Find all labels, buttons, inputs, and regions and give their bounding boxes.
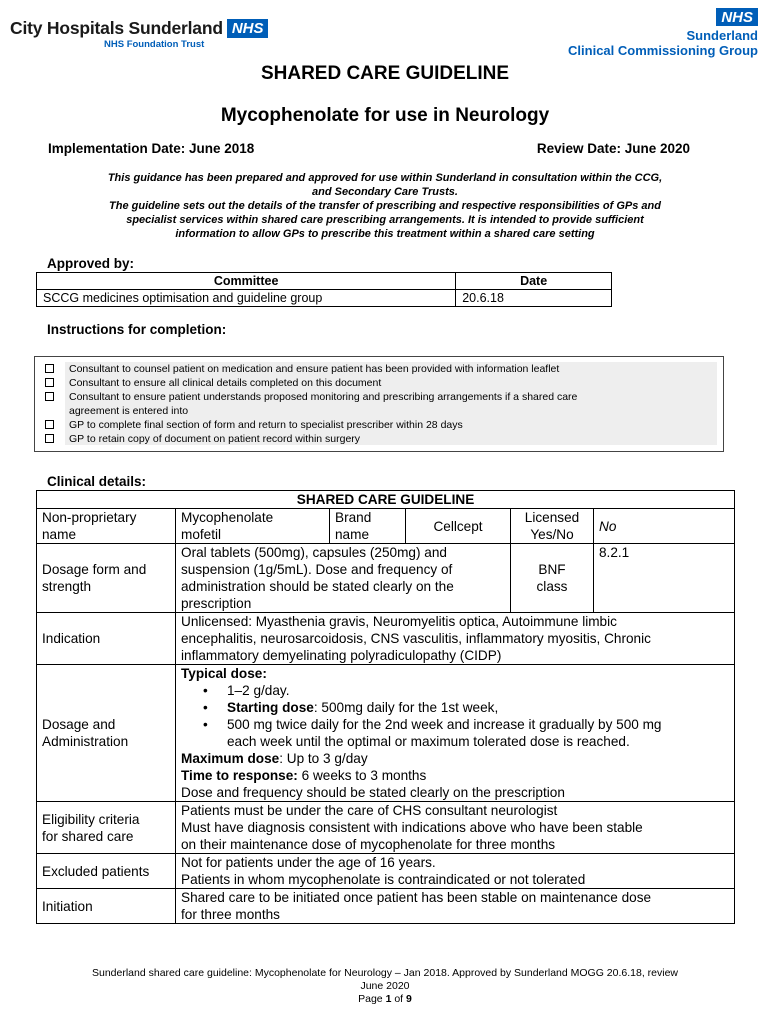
dosage-form-value	[176, 544, 511, 613]
cell-line: Dosage and	[42, 717, 116, 732]
instruction-item	[43, 418, 717, 432]
instructions-heading: Instructions for completion:	[47, 322, 227, 337]
cell-line: Licensed	[524, 510, 580, 525]
max-dose-text: : Up to 3 g/day	[279, 751, 368, 766]
cell-line: BNF	[538, 562, 566, 577]
ccg-logo	[568, 8, 758, 58]
bullet-text: 1–2 g/day.	[227, 683, 290, 698]
checkbox[interactable]	[45, 434, 54, 443]
chs-logo	[10, 18, 268, 50]
dose-list	[181, 682, 729, 750]
instruction-text: Consultant to counsel patient on medication and ensure patient has been provided with information leaflet	[69, 363, 560, 375]
cell-line: class	[536, 579, 568, 594]
table-row	[37, 491, 735, 509]
cell-line: Brand	[335, 510, 372, 525]
instruction-text: Consultant to ensure patient understands proposed monitoring and prescribing arrangements if a shared care	[69, 391, 578, 403]
table-row	[37, 290, 612, 307]
licensed-value: No	[594, 509, 735, 544]
cell-line: name	[42, 527, 77, 542]
page-total: 9	[406, 993, 412, 1005]
cell-line: for three months	[181, 907, 280, 922]
cell-line: Administration	[42, 734, 129, 749]
indication-value	[176, 613, 735, 665]
table-row	[37, 509, 735, 544]
typical-dose-label: Typical dose:	[181, 666, 267, 681]
chs-org-name: City Hospitals Sunderland	[10, 18, 223, 38]
cell-line: on their maintenance dose of mycophenolate for three months	[181, 837, 556, 852]
cell-line: name	[335, 527, 370, 542]
cell-line: administration should be stated clearly on the	[181, 579, 454, 594]
table-row	[37, 613, 735, 665]
time-response-text: 6 weeks to 3 months	[297, 768, 427, 783]
bullet-label: Starting dose	[227, 700, 314, 715]
ccg-name-line1: Sunderland	[686, 28, 758, 43]
cell-line: Yes/No	[530, 527, 574, 542]
intro-line: information to allow GPs to prescribe this treatment within a shared care setting	[175, 228, 595, 240]
table-row	[37, 802, 735, 854]
cell-line: Dosage form and	[42, 562, 147, 577]
typical-dose-heading	[181, 665, 729, 682]
table-row	[37, 544, 735, 613]
excluded-value	[176, 854, 735, 889]
nonprop-label	[37, 509, 176, 544]
footer-line: June 2020	[360, 980, 410, 992]
instruction-text: Consultant to ensure all clinical details completed on this document	[69, 377, 382, 389]
intro-text	[50, 171, 720, 241]
document-title: SHARED CARE GUIDELINE	[260, 63, 510, 84]
cell-line: Oral tablets (500mg), capsules (250mg) and	[181, 545, 447, 560]
max-dose-label: Maximum dose	[181, 751, 280, 766]
checkbox[interactable]	[45, 392, 54, 401]
dose-frequency-note: Dose and frequency should be stated clearly on the prescription	[181, 785, 565, 800]
ccg-name-line2: Clinical Commissioning Group	[568, 43, 758, 58]
instruction-item-continued	[43, 404, 717, 418]
clinical-table	[36, 490, 735, 924]
cell-line: Eligibility criteria	[42, 811, 140, 827]
cell-line: inflammatory demyelinating polyradiculopathy (CIDP)	[181, 648, 502, 663]
nhs-logo-left: NHS	[227, 19, 269, 38]
clinical-heading: Clinical details:	[47, 474, 147, 489]
cell-line: encephalitis, neurosarcoidosis, CNS vasculitis, inflammatory myositis, Chronic	[181, 631, 651, 646]
dates-row	[48, 141, 690, 156]
time-response-label: Time to response:	[181, 768, 298, 783]
approved-table	[36, 272, 612, 307]
checkbox[interactable]	[45, 378, 54, 387]
bullet-text: • 500 mg twice daily for the 2nd week and increase it gradually by 500 mg	[227, 717, 662, 732]
cell-line: mofetil	[181, 527, 222, 542]
nonprop-value	[176, 509, 330, 544]
instruction-item	[43, 390, 717, 404]
table-row	[37, 889, 735, 924]
instruction-text: GP to complete final section of form and return to specialist prescriber within 28 days	[69, 419, 463, 431]
brand-value: Cellcept	[406, 509, 511, 544]
bullet-text: each week until the optimal or maximum tolerated dose is reached.	[227, 734, 630, 749]
cell-line: suspension (1g/5mL). Dose and frequency of	[181, 562, 453, 577]
max-dose-line	[181, 750, 729, 767]
bnf-value: 8.2.1	[594, 544, 735, 613]
table-row	[37, 665, 735, 802]
date-header: Date	[456, 273, 612, 290]
bnf-label	[511, 544, 594, 613]
dosage-form-label	[37, 544, 176, 613]
chs-trust-name: NHS Foundation Trust	[104, 39, 205, 50]
nhs-logo-right: NHS	[716, 8, 758, 26]
checkbox[interactable]	[45, 420, 54, 429]
page-of: of	[391, 993, 407, 1005]
cell-line: strength	[42, 579, 92, 594]
table-header-row	[37, 273, 612, 290]
instruction-item	[43, 376, 717, 390]
intro-line: The guideline sets out the details of the transfer of prescribing and respective responsibilities of GPs and	[109, 200, 661, 212]
review-date: Review Date: June 2020	[536, 141, 690, 156]
dosage-admin-value	[176, 665, 735, 802]
initiation-value	[176, 889, 735, 924]
page-number	[40, 993, 730, 1006]
table-row	[37, 854, 735, 889]
instruction-item	[43, 432, 717, 446]
excluded-label: Excluded patients	[37, 854, 176, 889]
list-item	[181, 699, 729, 716]
intro-line: specialist services within shared care prescribing arrangements. It is intended to provide sufficient	[126, 214, 644, 226]
eligibility-label	[37, 802, 176, 854]
brand-label	[330, 509, 406, 544]
list-item	[181, 716, 729, 750]
cell-line: Unlicensed: Myasthenia gravis, Neuromyelitis optica, Autoimmune limbic	[181, 614, 617, 629]
dosage-admin-label	[37, 665, 176, 802]
date-cell: 20.6.18	[456, 290, 612, 307]
checkbox[interactable]	[45, 364, 54, 373]
implementation-date: Implementation Date: June 2018	[48, 141, 255, 156]
cell-line: Mycophenolate	[181, 510, 274, 525]
instruction-text: GP to retain copy of document on patient record within surgery	[69, 433, 361, 445]
instructions-box	[34, 356, 724, 452]
clinical-table-title: SHARED CARE GUIDELINE	[37, 491, 735, 509]
page-prefix: Page	[358, 993, 386, 1005]
initiation-label: Initiation	[37, 889, 176, 924]
document-subtitle: Mycophenolate for use in Neurology	[220, 105, 550, 126]
cell-line: Not for patients under the age of 16 years.	[181, 855, 436, 870]
cell-line: Must have diagnosis consistent with indications above who have been stable	[181, 820, 643, 835]
page-current: 1	[385, 993, 392, 1005]
approved-heading: Approved by:	[47, 256, 135, 271]
licensed-label	[511, 509, 594, 544]
cell-line: prescription	[181, 596, 252, 611]
instruction-item	[43, 362, 717, 376]
intro-line: This guidance has been prepared and approved for use within Sunderland in consultation within the CCG,	[107, 172, 663, 184]
time-response-line	[181, 767, 729, 784]
committee-cell: SCCG medicines optimisation and guideline group	[37, 290, 456, 307]
intro-line: and Secondary Care Trusts.	[312, 186, 458, 198]
cell-line: for shared care	[42, 828, 134, 844]
cell-line: Shared care to be initiated once patient has been stable on maintenance dose	[181, 890, 652, 905]
cell-line: Non-proprietary	[42, 510, 137, 525]
instruction-text: agreement is entered into	[69, 405, 189, 417]
eligibility-value	[176, 802, 735, 854]
footer-line: Sunderland shared care guideline: Mycophenolate for Neurology – Jan 2018. Approved by Sunderland MOGG 20.6.18, review	[91, 967, 679, 979]
cell-line: Patients in whom mycophenolate is contraindicated or not tolerated	[181, 872, 586, 887]
list-item	[181, 682, 729, 699]
bullet-text: : 500mg daily for the 1st week,	[313, 700, 499, 715]
committee-header: Committee	[37, 273, 456, 290]
cell-line: Patients must be under the care of CHS consultant neurologist	[181, 803, 558, 818]
page-footer	[40, 967, 730, 1006]
indication-label: Indication	[37, 613, 176, 665]
